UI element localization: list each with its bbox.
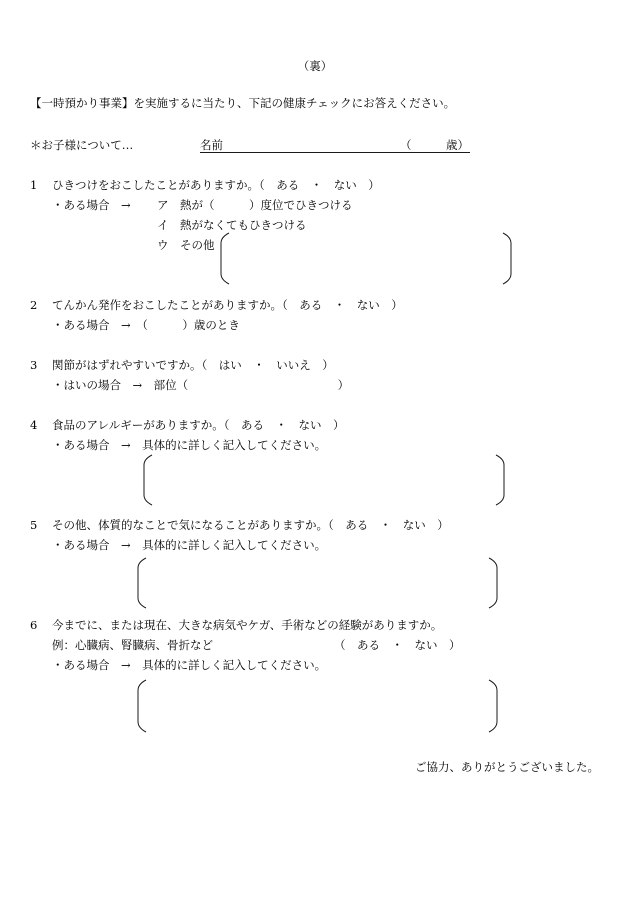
- question-3: [30, 358, 334, 372]
- question-4: [30, 418, 345, 432]
- answer-choices: （ ある ・ ない ）: [223, 418, 345, 432]
- intro-text: 【一時預かり事業】を実施するに当たり、下記の健康チェックにお答えください。: [30, 96, 456, 110]
- answer-choices: （ ある ・ ない ）: [334, 638, 461, 652]
- left-bracket: [137, 558, 147, 608]
- question-1: [30, 178, 380, 192]
- question-2: [30, 298, 403, 312]
- question-text: 関節がはずれやすいですか。: [52, 358, 202, 372]
- condition-text: ・ある場合 → 具体的に詳しく記入してください。: [52, 658, 327, 672]
- question-text: 今までに、または現在、大きな病気やケガ、手術などの経験がありますか。: [52, 618, 443, 632]
- question-text: 食品のアレルギーがありますか。: [52, 418, 224, 432]
- other-details-field[interactable]: [220, 233, 512, 284]
- right-bracket: [488, 680, 498, 732]
- question-text: その他、体質的なことで気になることがありますか。: [52, 518, 328, 532]
- answer-choices: （ はい ・ いいえ ）: [201, 358, 334, 372]
- condition-text: ・はいの場合 → 部位（ ）: [52, 378, 350, 392]
- question-6: [30, 618, 442, 632]
- age-label: 歳）: [446, 138, 469, 152]
- age-open-paren: （: [400, 138, 412, 152]
- condition-text: ・ある場合 → 具体的に詳しく記入してください。: [52, 438, 327, 452]
- constitution-details-field[interactable]: [137, 558, 498, 608]
- right-bracket: [502, 233, 512, 284]
- example-text: 例：心臓病、腎臓病、骨折など: [52, 638, 213, 652]
- answer-choices: （ ある ・ ない ）: [282, 298, 403, 312]
- question-number: 1: [30, 178, 38, 192]
- option-u: ウ その他: [157, 238, 215, 252]
- question-number: 6: [30, 618, 38, 632]
- option-i: イ 熱がなくてもひきつける: [157, 218, 307, 232]
- left-bracket: [143, 455, 153, 505]
- condition-text: ・ある場合 → （ ）歳のとき: [52, 318, 240, 332]
- age-field[interactable]: [412, 138, 444, 152]
- name-underline: [200, 152, 470, 153]
- question-text: てんかん発作をおこしたことがありますか。: [52, 298, 282, 312]
- medical-history-details-field[interactable]: [137, 680, 498, 732]
- child-section-label: ＊お子様について…: [30, 138, 134, 152]
- right-bracket: [488, 558, 498, 608]
- closing-message: ご協力、ありがとうございました。: [415, 760, 599, 774]
- page-side-label: （裏）: [297, 59, 333, 73]
- question-number: 5: [30, 518, 38, 532]
- question-number: 3: [30, 358, 38, 372]
- name-field[interactable]: [226, 138, 396, 152]
- question-number: 2: [30, 298, 38, 312]
- question-5: [30, 518, 449, 532]
- left-bracket: [137, 680, 147, 732]
- name-label: 名前: [200, 138, 223, 152]
- question-number: 4: [30, 418, 38, 432]
- answer-choices: （ ある ・ ない ）: [259, 178, 380, 192]
- allergy-details-field[interactable]: [143, 455, 505, 505]
- right-bracket: [495, 455, 505, 505]
- condition-text: ・ある場合 → 具体的に詳しく記入してください。: [52, 538, 327, 552]
- question-text: ひきつけをおこしたことがありますか。: [52, 178, 259, 192]
- condition-text: ・ある場合 →: [52, 198, 131, 212]
- answer-choices: （ ある ・ ない ）: [328, 518, 449, 532]
- option-a: ア 熱が（ ）度位でひきつける: [157, 198, 353, 212]
- left-bracket: [220, 233, 230, 284]
